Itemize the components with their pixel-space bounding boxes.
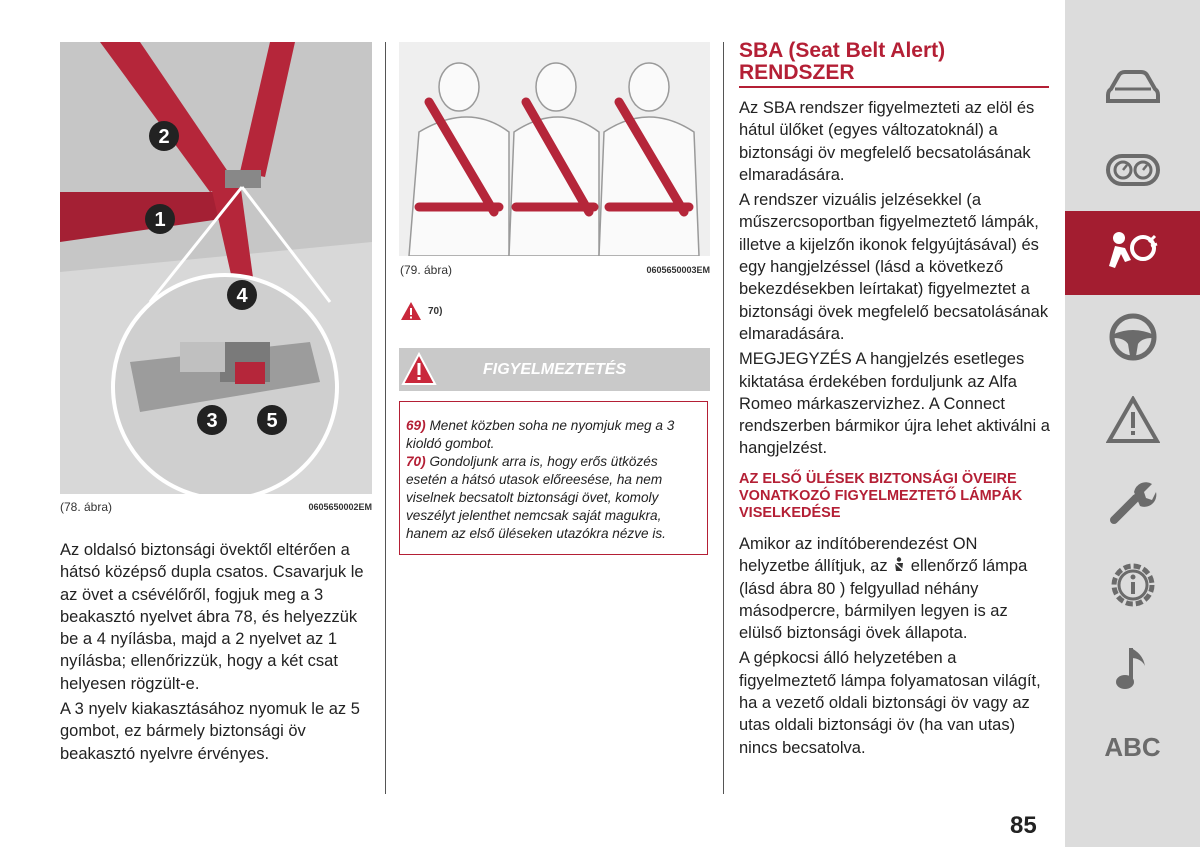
seatbelt-icon [892, 557, 906, 573]
right-paragraph-1: Az SBA rendszer figyelmezteti az elöl és hátul ülőket (egyes változatoknál) a biztonsági öv megfelelő becsatolásának elmaradására. [739, 99, 1035, 184]
warning-item-70: 70) Gondoljunk arra is, hogy erős ütközés esetén a hátsó utasok előreesése, ha nem viselnek becsatolt biztonsági övet, komoly veszélyt jelenthet nemcsak saját magukra, hanem az első üléseken utazókra nézve is. [406, 454, 666, 541]
sidebar [1065, 0, 1200, 847]
figure-78-caption: (78. ábra) [60, 500, 113, 514]
music-note-icon [1113, 642, 1153, 692]
sidebar-item-index[interactable] [1065, 705, 1200, 789]
column-divider-right [723, 42, 724, 794]
left-paragraph-1: Az oldalsó biztonsági övektől eltérően a hátsó középső dupla csatos. Csavarjuk le az övet a csévélőről, fogjuk meg a 3 beakasztó nyelvet ábra 78, és helyezzük be a 4 nyílásba, majd a 2 nyelvet az 1 nyílásba; ellenőrizzük, hogy a két csat helyesen rögzült-e. [60, 541, 364, 693]
figure-79-image [399, 42, 710, 256]
callout-1: 1 [154, 209, 166, 231]
sidebar-item-safety[interactable] [1065, 211, 1200, 295]
right-paragraph-2: A rendszer vizuális jelzésekkel (a műszercsoportban figyelmeztető lámpák, illetve a kijelzőn ikonok felgyújtásával) és egy hangjelzéssel (lásd a következő bekezdésekben leírtakat) figyelmeztet a biztonsági övek megfelelő becsatolásának elmaradására. [739, 191, 1049, 343]
car-icon [1105, 67, 1161, 107]
sidebar-item-warnings[interactable] [1065, 378, 1200, 462]
figure-79-caption: (79. ábra) [400, 263, 453, 277]
airbag-person-icon [1105, 228, 1161, 278]
sidebar-item-multimedia[interactable] [1065, 625, 1200, 709]
warning-item-69: 69) Menet közben soha ne nyomjuk meg a 3 kioldó gombot. [406, 418, 675, 451]
callout-2: 2 [158, 126, 170, 148]
left-column-text [60, 539, 375, 768]
warning-triangle-icon [1106, 396, 1160, 444]
dashboard-icon [1105, 150, 1161, 190]
column-divider-left [385, 42, 386, 794]
subsection-title: AZ ELSŐ ÜLÉSEK BIZTONSÁGI ÖVEIRE VONATKOZÓ FIGYELMEZTETŐ LÁMPÁK VISELKEDÉSE [739, 471, 1023, 521]
info-gear-icon [1106, 558, 1160, 612]
warning-heading: FIGYELMEZTETÉS [483, 361, 627, 378]
warning-ref [400, 301, 442, 321]
right-column-text [739, 97, 1051, 463]
left-paragraph-2: A 3 nyelv kiakasztásához nyomuk le az 5 gombot, ez bármely biztonsági öv beakasztó nyelvre érvényes. [60, 700, 360, 763]
sidebar-item-dashboard[interactable] [1065, 128, 1200, 212]
steering-wheel-icon [1108, 312, 1158, 362]
callout-4: 4 [236, 285, 248, 307]
warning-ref-number: 70) [428, 305, 443, 317]
warning-triangle-icon [401, 352, 437, 386]
warning-triangle-icon [400, 301, 422, 321]
callout-3: 3 [206, 410, 218, 432]
right-paragraph-4: Amikor az indítóberendezést ON helyzetbe állítjuk, az ellenőrző lámpa (lásd ábra 80 ) felgyullad néhány másodpercre, bármilyen legyen is az elülső biztonsági övek állapota. [739, 535, 1028, 643]
figure-79-code: 0605650003EM [646, 265, 710, 275]
section-title: SBA (Seat Belt Alert) RENDSZER [739, 40, 1049, 88]
sidebar-item-driving[interactable] [1065, 295, 1200, 379]
callout-5: 5 [266, 410, 278, 432]
warning-box [399, 401, 708, 555]
sidebar-item-technical-data[interactable] [1065, 543, 1200, 627]
figure-78-code: 0605650002EM [308, 502, 372, 512]
right-column-text-2 [739, 533, 1051, 762]
figure-78-image [60, 42, 372, 494]
sidebar-item-vehicle[interactable] [1065, 45, 1200, 129]
page-number: 85 [1010, 812, 1037, 839]
warning-heading-bar [399, 348, 710, 391]
right-paragraph-3: MEGJEGYZÉS A hangjelzés esetleges kiktatása érdekében forduljunk az Alfa Romeo márkaszervizhez. A Connect rendszerben bármikor újra lehet aktiválni a hangjelzést. [739, 350, 1050, 458]
index-abc-label: ABC [1104, 731, 1161, 762]
sidebar-item-maintenance[interactable] [1065, 461, 1200, 545]
right-paragraph-5: A gépkocsi álló helyzetében a figyelmeztető lámpa folyamatosan világít, ha a vezető oldali biztonsági öv vagy az utas oldali biztonsági öv (ha van utas) nincs becsatolva. [739, 649, 1041, 757]
wrench-icon [1108, 478, 1158, 528]
